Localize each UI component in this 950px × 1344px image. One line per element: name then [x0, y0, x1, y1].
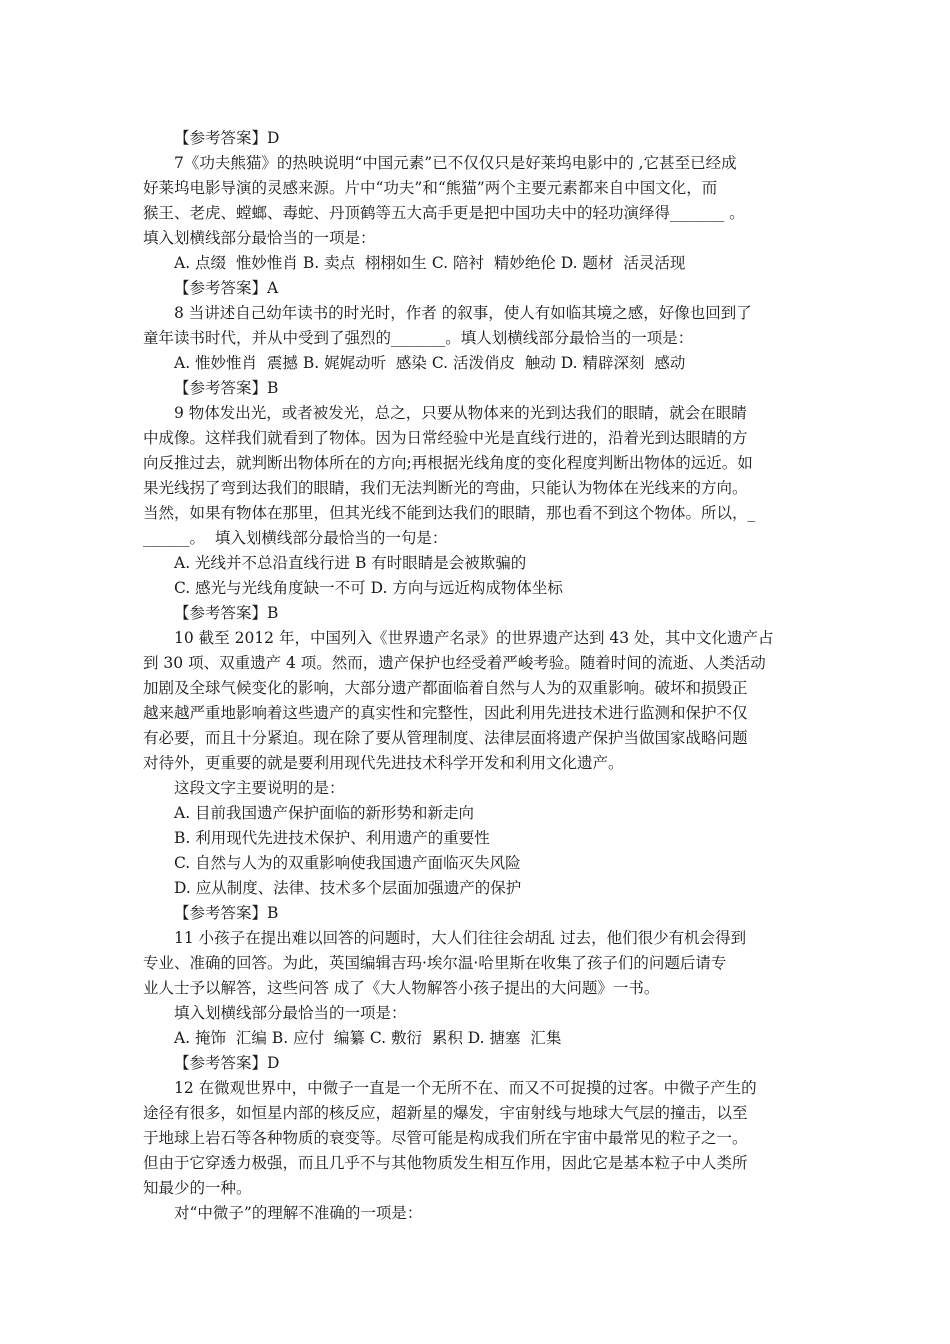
text-line: A. 点缀 惟妙惟肖 B. 卖点 栩栩如生 C. 陪衬 精妙绝伦 D. 题材 活灵活现 [174, 254, 686, 272]
text-line: 于地球上岩石等各种物质的衰变等。尽管可能是构成我们所在宇宙中最常见的粒子之一。 [143, 1129, 748, 1147]
text-line: 童年读书时代，并从中受到了强烈的_______。填人划横线部分最恰当的一项是： [143, 329, 694, 347]
text-line: 对待外，更重要的就是要利用现代先进技术科学开发和利用文化遗产。 [143, 754, 624, 772]
text-line: 业人士予以解答，这些问答 成了《大人物解答小孩子提出的大问题》一书。 [143, 979, 660, 997]
text-line: 中成像。这样我们就看到了物体。因为日常经验中光是直线行进的，沿着光到达眼睛的方 [143, 429, 748, 447]
text-line: 12 在微观世界中，中微子一直是一个无所不在、而又不可捉摸的过客。中微子产生的 [174, 1079, 757, 1097]
text-line: 7《功夫熊猫》的热映说明“中国元素”已不仅仅只是好莱坞电影中的 ,它甚至已经成 [174, 154, 737, 172]
text-line: ______。 填入划横线部分最恰当的一句是： [143, 529, 448, 547]
text-line: 【参考答案】B [174, 604, 279, 622]
text-line: D. 应从制度、法律、技术多个层面加强遗产的保护 [174, 879, 522, 897]
text-line: A. 光线并不总沿直线行进 B 有时眼睛是会被欺骗的 [174, 554, 527, 572]
text-line: 填入划横线部分最恰当的一项是： [174, 1004, 407, 1022]
text-line: 11 小孩子在提出难以回答的问题时，大人们往往会胡乱 过去，他们很少有机会得到 [174, 929, 747, 947]
text-line: A. 目前我国遗产保护面临的新形势和新走向 [174, 804, 475, 822]
text-line: C. 感光与光线角度缺一不可 D. 方向与远近构成物体坐标 [174, 579, 563, 597]
text-line: 果光线拐了弯到达我们的眼睛，我们无法判断光的弯曲，只能认为物体在光线来的方向。 [143, 479, 748, 497]
text-line: 加剧及全球气候变化的影响，大部分遗产都面临着自然与人为的双重影响。破坏和损毁正 [143, 679, 748, 697]
text-line: 向反推过去，就判断出物体所在的方向;再根据光线角度的变化程度判断出物体的远近。如 [143, 454, 753, 472]
text-line: 途径有很多，如恒星内部的核反应，超新星的爆发，宇宙射线与地球大气层的撞击，以至 [143, 1104, 748, 1122]
text-line: 这段文字主要说明的是： [174, 779, 345, 797]
text-line: A. 掩饰 汇编 B. 应付 编纂 C. 敷衍 累积 D. 搪塞 汇集 [174, 1029, 562, 1047]
text-line: 到 30 项、双重遗产 4 项。然而，遗产保护也经受着严峻考验。随着时间的流逝、人类活动 [143, 654, 766, 672]
text-line: 但由于它穿透力极强，而且几乎不与其他物质发生相互作用，因此它是基本粒子中人类所 [143, 1154, 748, 1172]
text-line: 【参考答案】D [174, 129, 280, 147]
text-line: 【参考答案】D [174, 1054, 280, 1072]
text-line: 有必要，而且十分紧迫。现在除了要从管理制度、法律层面将遗产保护当做国家战略问题 [143, 729, 748, 747]
text-line: 8 当讲述自己幼年读书的时光时，作者 的叙事，使人有如临其境之感，好像也回到了 [174, 304, 752, 322]
text-line: 填入划横线部分最恰当的一项是： [143, 229, 376, 247]
text-line: B. 利用现代先进技术保护、利用遗产的重要性 [174, 829, 490, 847]
text-line: 10 截至 2012 年，中国列入《世界遗产名录》的世界遗产达到 43 处，其中文化遗产占 [174, 629, 774, 647]
text-line: 9 物体发出光，或者被发光，总之，只要从物体来的光到达我们的眼睛，就会在眼睛 [174, 404, 747, 422]
text-line: 【参考答案】B [174, 904, 279, 922]
text-line: 对“中微子”的理解不准确的一项是： [174, 1204, 423, 1222]
text-line: 专业、准确的回答。为此，英国编辑吉玛·埃尔温·哈里斯在收集了孩子们的问题后请专 [143, 954, 727, 972]
text-line: 猴王、老虎、螳螂、毒蛇、丹顶鹤等五大高手更是把中国功夫中的轻功演绎得_______ 。 [143, 204, 745, 222]
text-line: 好莱坞电影导演的灵感来源。片中“功夫”和“熊猫”两个主要元素都来自中国文化，而 [143, 179, 718, 197]
text-line: 【参考答案】A [174, 279, 279, 297]
text-line: 越来越严重地影响着这些遗产的真实性和完整性，因此利用先进技术进行监测和保护不仅 [143, 704, 748, 722]
text-line: 当然，如果有物体在那里，但其光线不能到达我们的眼睛，那也看不到这个物体。所以，_ [143, 504, 756, 522]
text-line: A. 惟妙惟肖 震撼 B. 娓娓动听 感染 C. 活泼俏皮 触动 D. 精辟深刻 感动 [174, 354, 686, 372]
text-line: 【参考答案】B [174, 379, 279, 397]
text-line: 知最少的一种。 [143, 1179, 252, 1197]
text-line: C. 自然与人为的双重影响使我国遗产面临灭失风险 [174, 854, 521, 872]
